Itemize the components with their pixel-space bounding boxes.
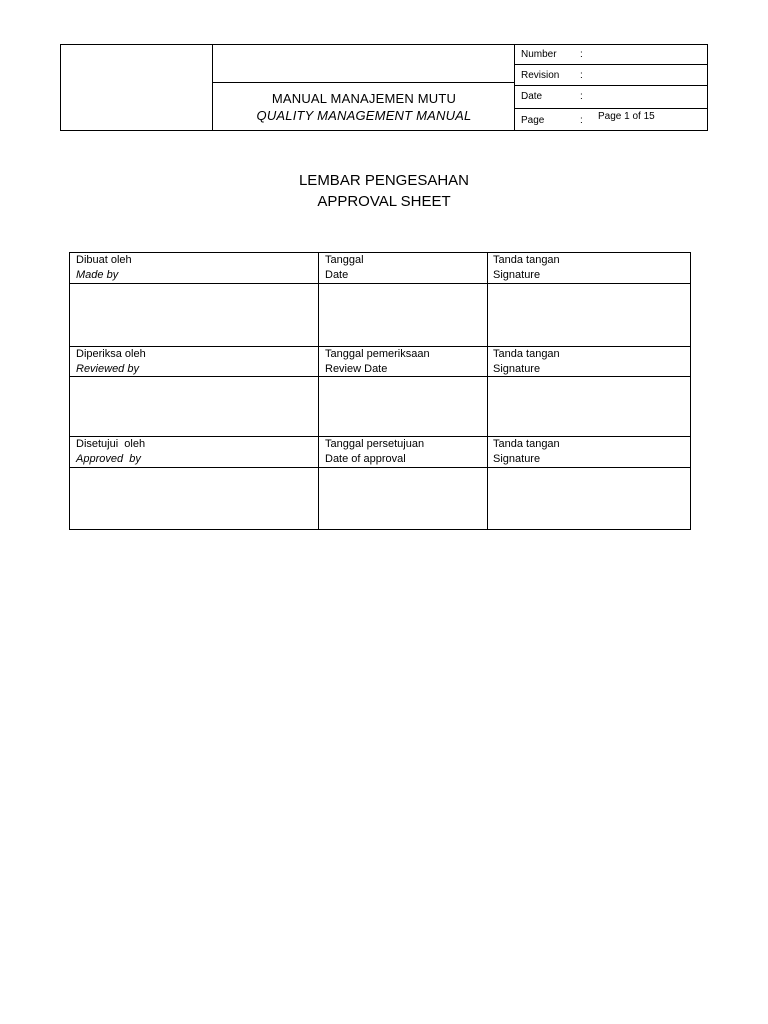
- label-id: Tanda tangan: [493, 438, 560, 450]
- meta-colon: :: [580, 115, 583, 126]
- approved-by-label: [76, 437, 145, 466]
- header-title-top-cell: [213, 45, 515, 83]
- meta-row-page: [515, 109, 708, 130]
- meta-colon: :: [580, 49, 583, 60]
- meta-label: Date: [521, 91, 543, 102]
- label-en: Review Date: [325, 362, 388, 375]
- page-number: Page 1 of 15: [598, 111, 655, 122]
- meta-row-date: [515, 86, 708, 109]
- label-en: Signature: [493, 362, 541, 375]
- meta-colon: :: [580, 91, 583, 102]
- label-id: Disetujui oleh: [76, 438, 146, 450]
- document-title-id: LEMBAR PENGESAHAN: [298, 172, 470, 189]
- meta-label: Page: [521, 115, 545, 126]
- table-column-rule: [318, 253, 319, 529]
- meta-row-revision: [515, 65, 708, 86]
- label-en: Reviewed by: [76, 362, 139, 375]
- label-en: Date of approval: [325, 452, 406, 465]
- label-en: Signature: [493, 452, 541, 465]
- document-meta: [514, 45, 707, 130]
- review-date-label: [325, 347, 430, 376]
- document-header: [60, 44, 708, 131]
- label-id: Tanda tangan: [493, 254, 560, 266]
- reviewed-by-label: [76, 347, 146, 376]
- signature-label: [493, 253, 560, 282]
- manual-title-id: MANUAL MANAJEMEN MUTU: [271, 91, 457, 106]
- meta-colon: :: [580, 70, 583, 81]
- logo-cell: [61, 45, 213, 130]
- label-en: Signature: [493, 268, 541, 281]
- label-en: Date: [325, 268, 349, 281]
- meta-label: Revision: [521, 70, 560, 81]
- label-id: Tanggal: [325, 254, 364, 266]
- signature-label: [493, 347, 560, 376]
- header-title-cell: [213, 83, 515, 130]
- approval-table: [69, 252, 691, 530]
- document-title: [0, 170, 768, 212]
- meta-label: Number: [521, 49, 557, 60]
- table-rule: [70, 467, 690, 468]
- label-id: Tanggal persetujuan: [325, 438, 425, 450]
- label-id: Dibuat oleh: [76, 254, 132, 266]
- label-en: Approved by: [76, 452, 141, 465]
- signature-label: [493, 437, 560, 466]
- label-id: Tanggal pemeriksaan: [325, 348, 430, 360]
- approval-date-label: [325, 437, 424, 466]
- label-id: Tanda tangan: [493, 348, 560, 360]
- table-column-rule: [487, 253, 488, 529]
- made-by-label: [76, 253, 132, 282]
- label-id: Diperiksa oleh: [76, 348, 146, 360]
- document-title-en: APPROVAL SHEET: [317, 193, 451, 210]
- manual-title-en: QUALITY MANAGEMENT MANUAL: [256, 108, 472, 123]
- date-label: [325, 253, 364, 282]
- table-rule: [70, 283, 690, 284]
- table-rule: [70, 376, 690, 377]
- label-en: Made by: [76, 268, 119, 281]
- meta-row-number: [515, 45, 708, 65]
